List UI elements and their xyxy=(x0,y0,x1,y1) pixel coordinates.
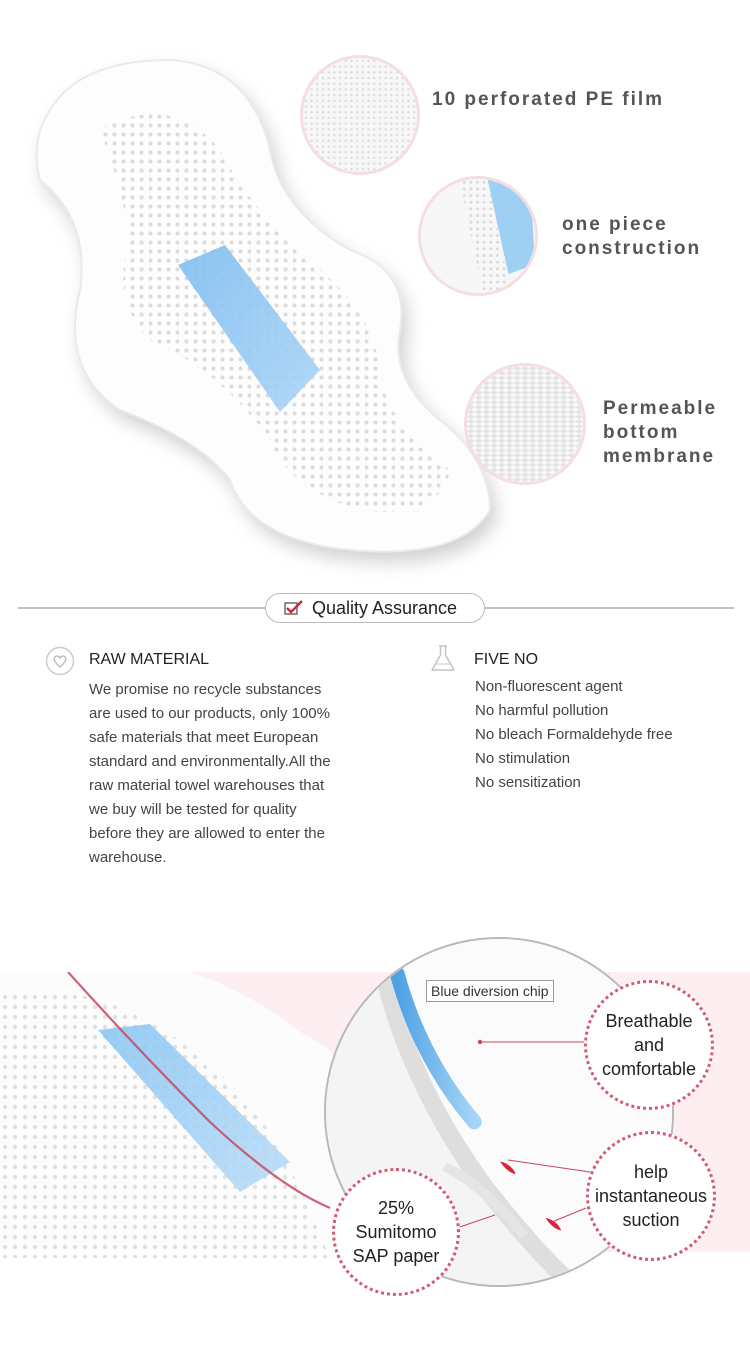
list-item: Non-fluorescent agent xyxy=(475,678,623,695)
feature-label-construction: one piece construction xyxy=(562,214,702,259)
sap-paper-callout: 25% Sumitomo SAP paper xyxy=(332,1168,460,1296)
quality-assurance-title: Quality Assurance xyxy=(312,597,458,618)
blue-diversion-chip-label: Blue diversion chip xyxy=(426,980,554,1002)
raw-material-title: RAW MATERIAL xyxy=(89,651,210,668)
list-item: No sensitization xyxy=(475,774,581,791)
list-item: No bleach Formaldehyde free xyxy=(475,726,673,743)
raw-material-text: We promise no recycle substances are used to our products, only 100% safe materials that meet European standard and environmentally.All the raw material towel warehouses that we buy will be tested for quality before they are allowed to enter the warehouse. xyxy=(89,681,331,866)
list-item: No harmful pollution xyxy=(475,702,609,719)
suction-callout: help instantaneous suction xyxy=(586,1131,716,1261)
list-item: No stimulation xyxy=(475,750,571,767)
feature-label-pe-film: 10 perforated PE film xyxy=(432,89,665,110)
breathable-callout: Breathable and comfortable xyxy=(584,980,714,1110)
five-no-title: FIVE NO xyxy=(474,651,539,668)
feature-label-bottom-membrane: Permeable bottom membrane xyxy=(603,398,718,467)
